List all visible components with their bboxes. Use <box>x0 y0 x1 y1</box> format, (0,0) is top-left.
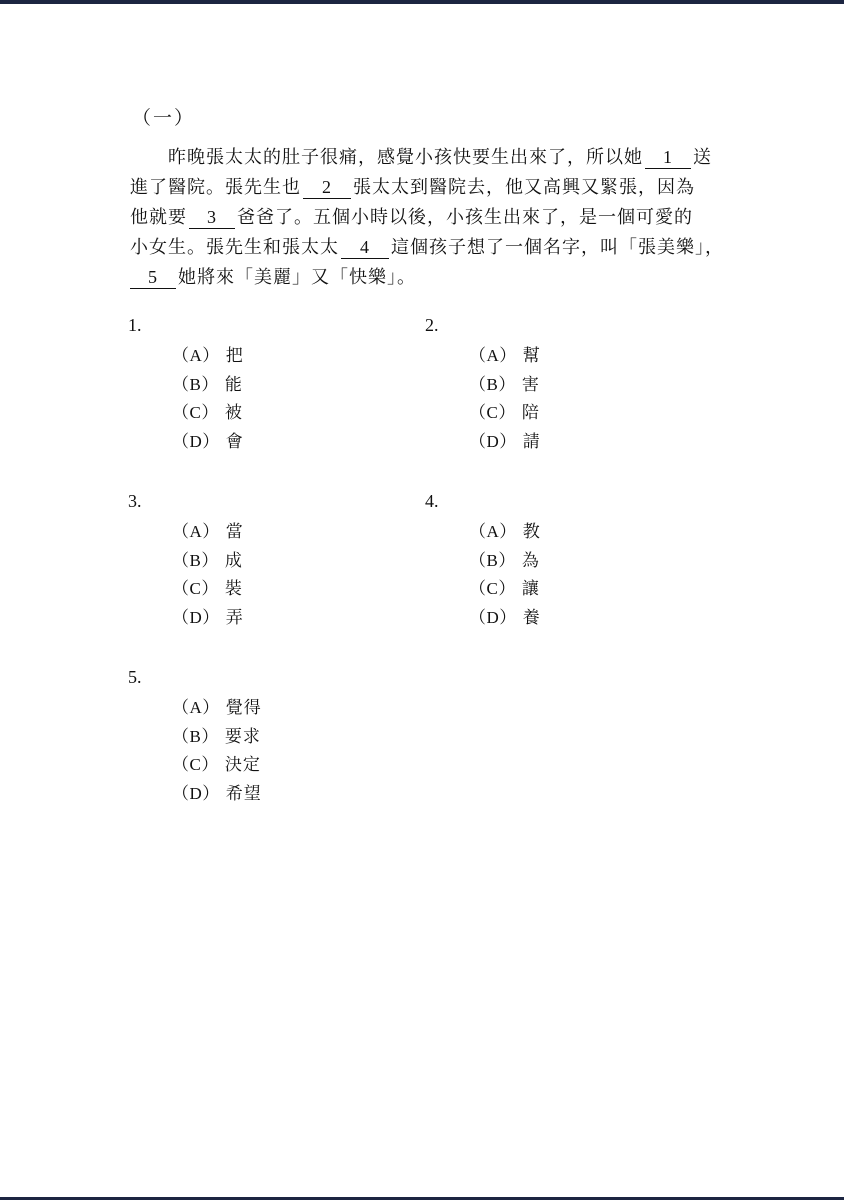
question-3 <box>128 488 388 632</box>
option-text: 要求 <box>224 726 261 747</box>
option-key: （C） <box>469 403 516 422</box>
option-key: （B） <box>172 726 219 746</box>
blank-2: 2 <box>303 176 351 199</box>
question-4 <box>425 488 685 632</box>
option-b[interactable] <box>172 723 388 752</box>
option-key: （D） <box>469 431 517 451</box>
option-text: 請 <box>522 431 541 452</box>
blank-1: 1 <box>645 146 691 169</box>
option-d[interactable] <box>172 780 388 809</box>
blank-3: 3 <box>189 206 235 229</box>
passage-text: 進了醫院。張先生也 <box>130 177 301 198</box>
option-key: （A） <box>172 522 220 541</box>
option-b[interactable] <box>469 371 685 400</box>
option-key: （D） <box>172 607 220 627</box>
passage-text: 這個孩子想了一個名字，叫「張美樂」， <box>391 237 724 258</box>
option-a[interactable] <box>469 342 685 371</box>
option-text: 幫 <box>522 346 541 366</box>
option-key: （D） <box>469 607 517 627</box>
passage-text: 張太太到醫院去，他又高興又緊張，因為 <box>353 177 695 198</box>
option-text: 把 <box>225 346 244 366</box>
option-text: 覺得 <box>225 698 262 718</box>
option-text: 裝 <box>224 579 243 599</box>
option-key: （C） <box>172 403 219 422</box>
option-text: 讓 <box>521 579 540 599</box>
reading-passage <box>130 143 730 293</box>
passage-text: 她將來「美麗」又「快樂」。 <box>178 267 416 288</box>
option-a[interactable] <box>172 342 388 371</box>
option-key: （A） <box>469 346 517 365</box>
option-key: （B） <box>172 550 219 570</box>
option-b[interactable] <box>172 371 388 400</box>
passage-line <box>130 263 730 293</box>
option-text: 成 <box>224 550 243 571</box>
passage-text: 送 <box>693 147 712 168</box>
option-a[interactable] <box>469 518 685 547</box>
option-list <box>172 694 388 808</box>
option-key: （D） <box>172 431 220 451</box>
option-list <box>172 342 388 456</box>
question-number: 2. <box>425 315 439 335</box>
option-text: 弄 <box>225 607 244 628</box>
question-number: 3. <box>128 491 142 511</box>
option-text: 希望 <box>225 783 262 804</box>
option-list <box>469 342 685 456</box>
option-a[interactable] <box>172 694 388 723</box>
question-number: 1. <box>128 315 142 335</box>
option-c[interactable] <box>469 575 685 604</box>
question-5 <box>128 664 388 808</box>
option-key: （A） <box>172 346 220 365</box>
question-number: 4. <box>425 491 439 511</box>
option-text: 當 <box>225 522 244 542</box>
option-text: 教 <box>522 522 541 542</box>
option-d[interactable] <box>172 604 388 633</box>
passage-line <box>130 233 730 263</box>
option-text: 被 <box>224 403 243 423</box>
option-a[interactable] <box>172 518 388 547</box>
option-b[interactable] <box>469 547 685 576</box>
blank-4: 4 <box>341 236 389 259</box>
option-key: （C） <box>469 579 516 598</box>
option-c[interactable] <box>172 575 388 604</box>
passage-line <box>130 173 730 203</box>
option-c[interactable] <box>469 399 685 428</box>
passage-text: 他就要 <box>130 207 187 228</box>
passage-text: 昨晚張太太的肚子很痛，感覺小孩快要生出來了，所以她 <box>168 147 643 168</box>
passage-text: 小女生。張先生和張太太 <box>130 237 339 258</box>
option-key: （C） <box>172 579 219 598</box>
option-d[interactable] <box>172 428 388 457</box>
option-key: （A） <box>172 698 220 717</box>
option-text: 會 <box>225 431 244 452</box>
question-2 <box>425 312 685 456</box>
option-c[interactable] <box>172 399 388 428</box>
question-number: 5. <box>128 667 142 687</box>
passage-line <box>130 203 730 233</box>
page-top-border <box>0 0 844 4</box>
option-b[interactable] <box>172 547 388 576</box>
option-key: （B） <box>172 374 219 394</box>
option-key: （A） <box>469 522 517 541</box>
option-text: 為 <box>521 550 540 571</box>
option-key: （B） <box>469 374 516 394</box>
option-text: 能 <box>224 374 243 395</box>
option-text: 養 <box>522 607 541 628</box>
question-1 <box>128 312 388 456</box>
passage-line <box>130 143 730 173</box>
option-key: （C） <box>172 755 219 774</box>
blank-5: 5 <box>130 266 176 289</box>
option-key: （B） <box>469 550 516 570</box>
option-key: （D） <box>172 783 220 803</box>
option-d[interactable] <box>469 604 685 633</box>
option-c[interactable] <box>172 751 388 780</box>
option-list <box>172 518 388 632</box>
option-text: 決定 <box>224 755 261 775</box>
option-text: 陪 <box>521 403 540 423</box>
option-list <box>469 518 685 632</box>
option-d[interactable] <box>469 428 685 457</box>
option-text: 害 <box>521 374 540 395</box>
section-label: （一） <box>132 107 196 129</box>
passage-text: 爸爸了。五個小時以後，小孩生出來了，是一個可愛的 <box>237 207 693 228</box>
